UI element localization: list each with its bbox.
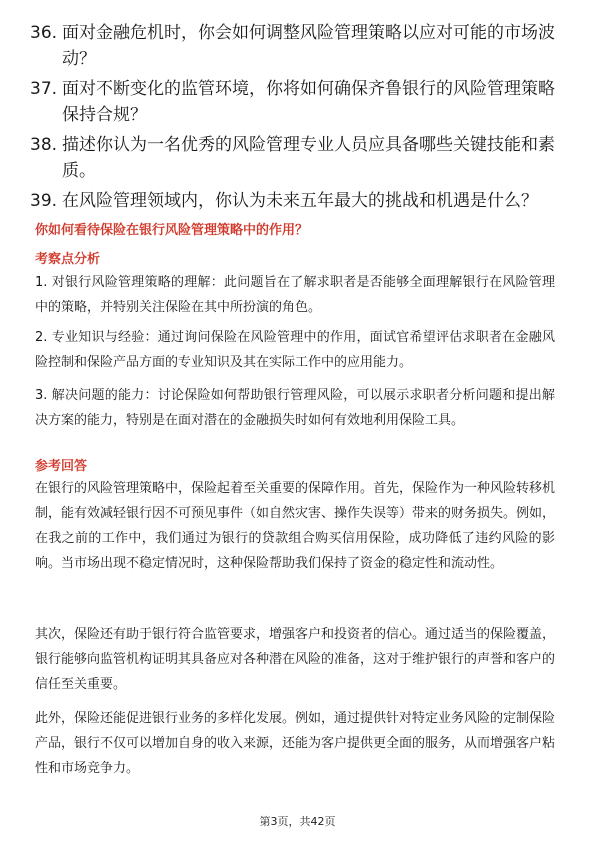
analysis-point-2: 2. 专业知识与经验：通过询问保险在风险管理中的作用，面试官希望评估求职者在金融风险控制和保险产品方面的专业知识及其在实际工作中的应用能力。 [35, 330, 555, 370]
answer-title: 参考回答 [35, 459, 88, 474]
question-number: 39. [30, 191, 58, 211]
question-text: 面对不断变化的监管环境，你将如何确保齐鲁银行的风险管理策略保持合规？ [62, 79, 555, 125]
page-footer: 第3页，共42页 [259, 815, 336, 828]
answer-paragraph-2: 其次，保险还有助于银行符合监管要求，增强客户和投资者的信心。通过适当的保险覆盖，银行能够向监管机构证明其具备应对各种潜在风险的准备，这对于维护银行的声誉和客户的信任至关重要。 [35, 627, 556, 692]
question-item-36 [30, 20, 570, 72]
question-item-39 [30, 188, 570, 214]
question-item-38 [30, 132, 570, 184]
question-list [30, 20, 570, 218]
question-item-37 [30, 76, 570, 128]
question-text: 描述你认为一名优秀的风险管理专业人员应具备哪些关键技能和素质。 [62, 135, 555, 181]
question-number: 38. [30, 135, 58, 155]
question-text: 面对金融危机时，你会如何调整风险管理策略以应对可能的市场波动？ [62, 23, 555, 69]
answer-paragraph-3: 此外，保险还能促进银行业务的多样化发展。例如，通过提供针对特定业务风险的定制保险产品，银行不仅可以增加自身的收入来源，还能为客户提供更全面的服务，从而增强客户粘性和市场竞争力。 [35, 711, 556, 776]
analysis-title: 考察点分析 [35, 252, 101, 267]
answer-paragraph-1: 在银行的风险管理策略中，保险起着至关重要的保障作用。首先，保险作为一种风险转移机制，能有效减轻银行因不可预见事件（如自然灾害、操作失误等）带来的财务损失。例如，在我之前的工作中，我们通过为银行的贷款组合购买信用保险，成功降低了违约风险的影响。当市场出现不稳定情况时，这种保险帮助我们保持了资金的稳定性和流动性。 [35, 481, 556, 571]
question-number: 37. [30, 79, 58, 99]
analysis-point-3: 3. 解决问题的能力：讨论保险如何帮助银行管理风险，可以展示求职者分析问题和提出解决方案的能力，特别是在面对潜在的金融损失时如何有效地利用保险工具。 [35, 388, 555, 428]
analysis-point-1: 1. 对银行风险管理策略的理解：此问题旨在了解求职者是否能够全面理解银行在风险管理中的策略，并特别关注保险在其中所扮演的角色。 [35, 275, 555, 315]
question-text: 在风险管理领域内，你认为未来五年最大的挑战和机遇是什么？ [62, 191, 538, 211]
question-number: 36. [30, 23, 58, 43]
question-heading: 你如何看待保险在银行风险管理策略中的作用？ [35, 223, 309, 238]
